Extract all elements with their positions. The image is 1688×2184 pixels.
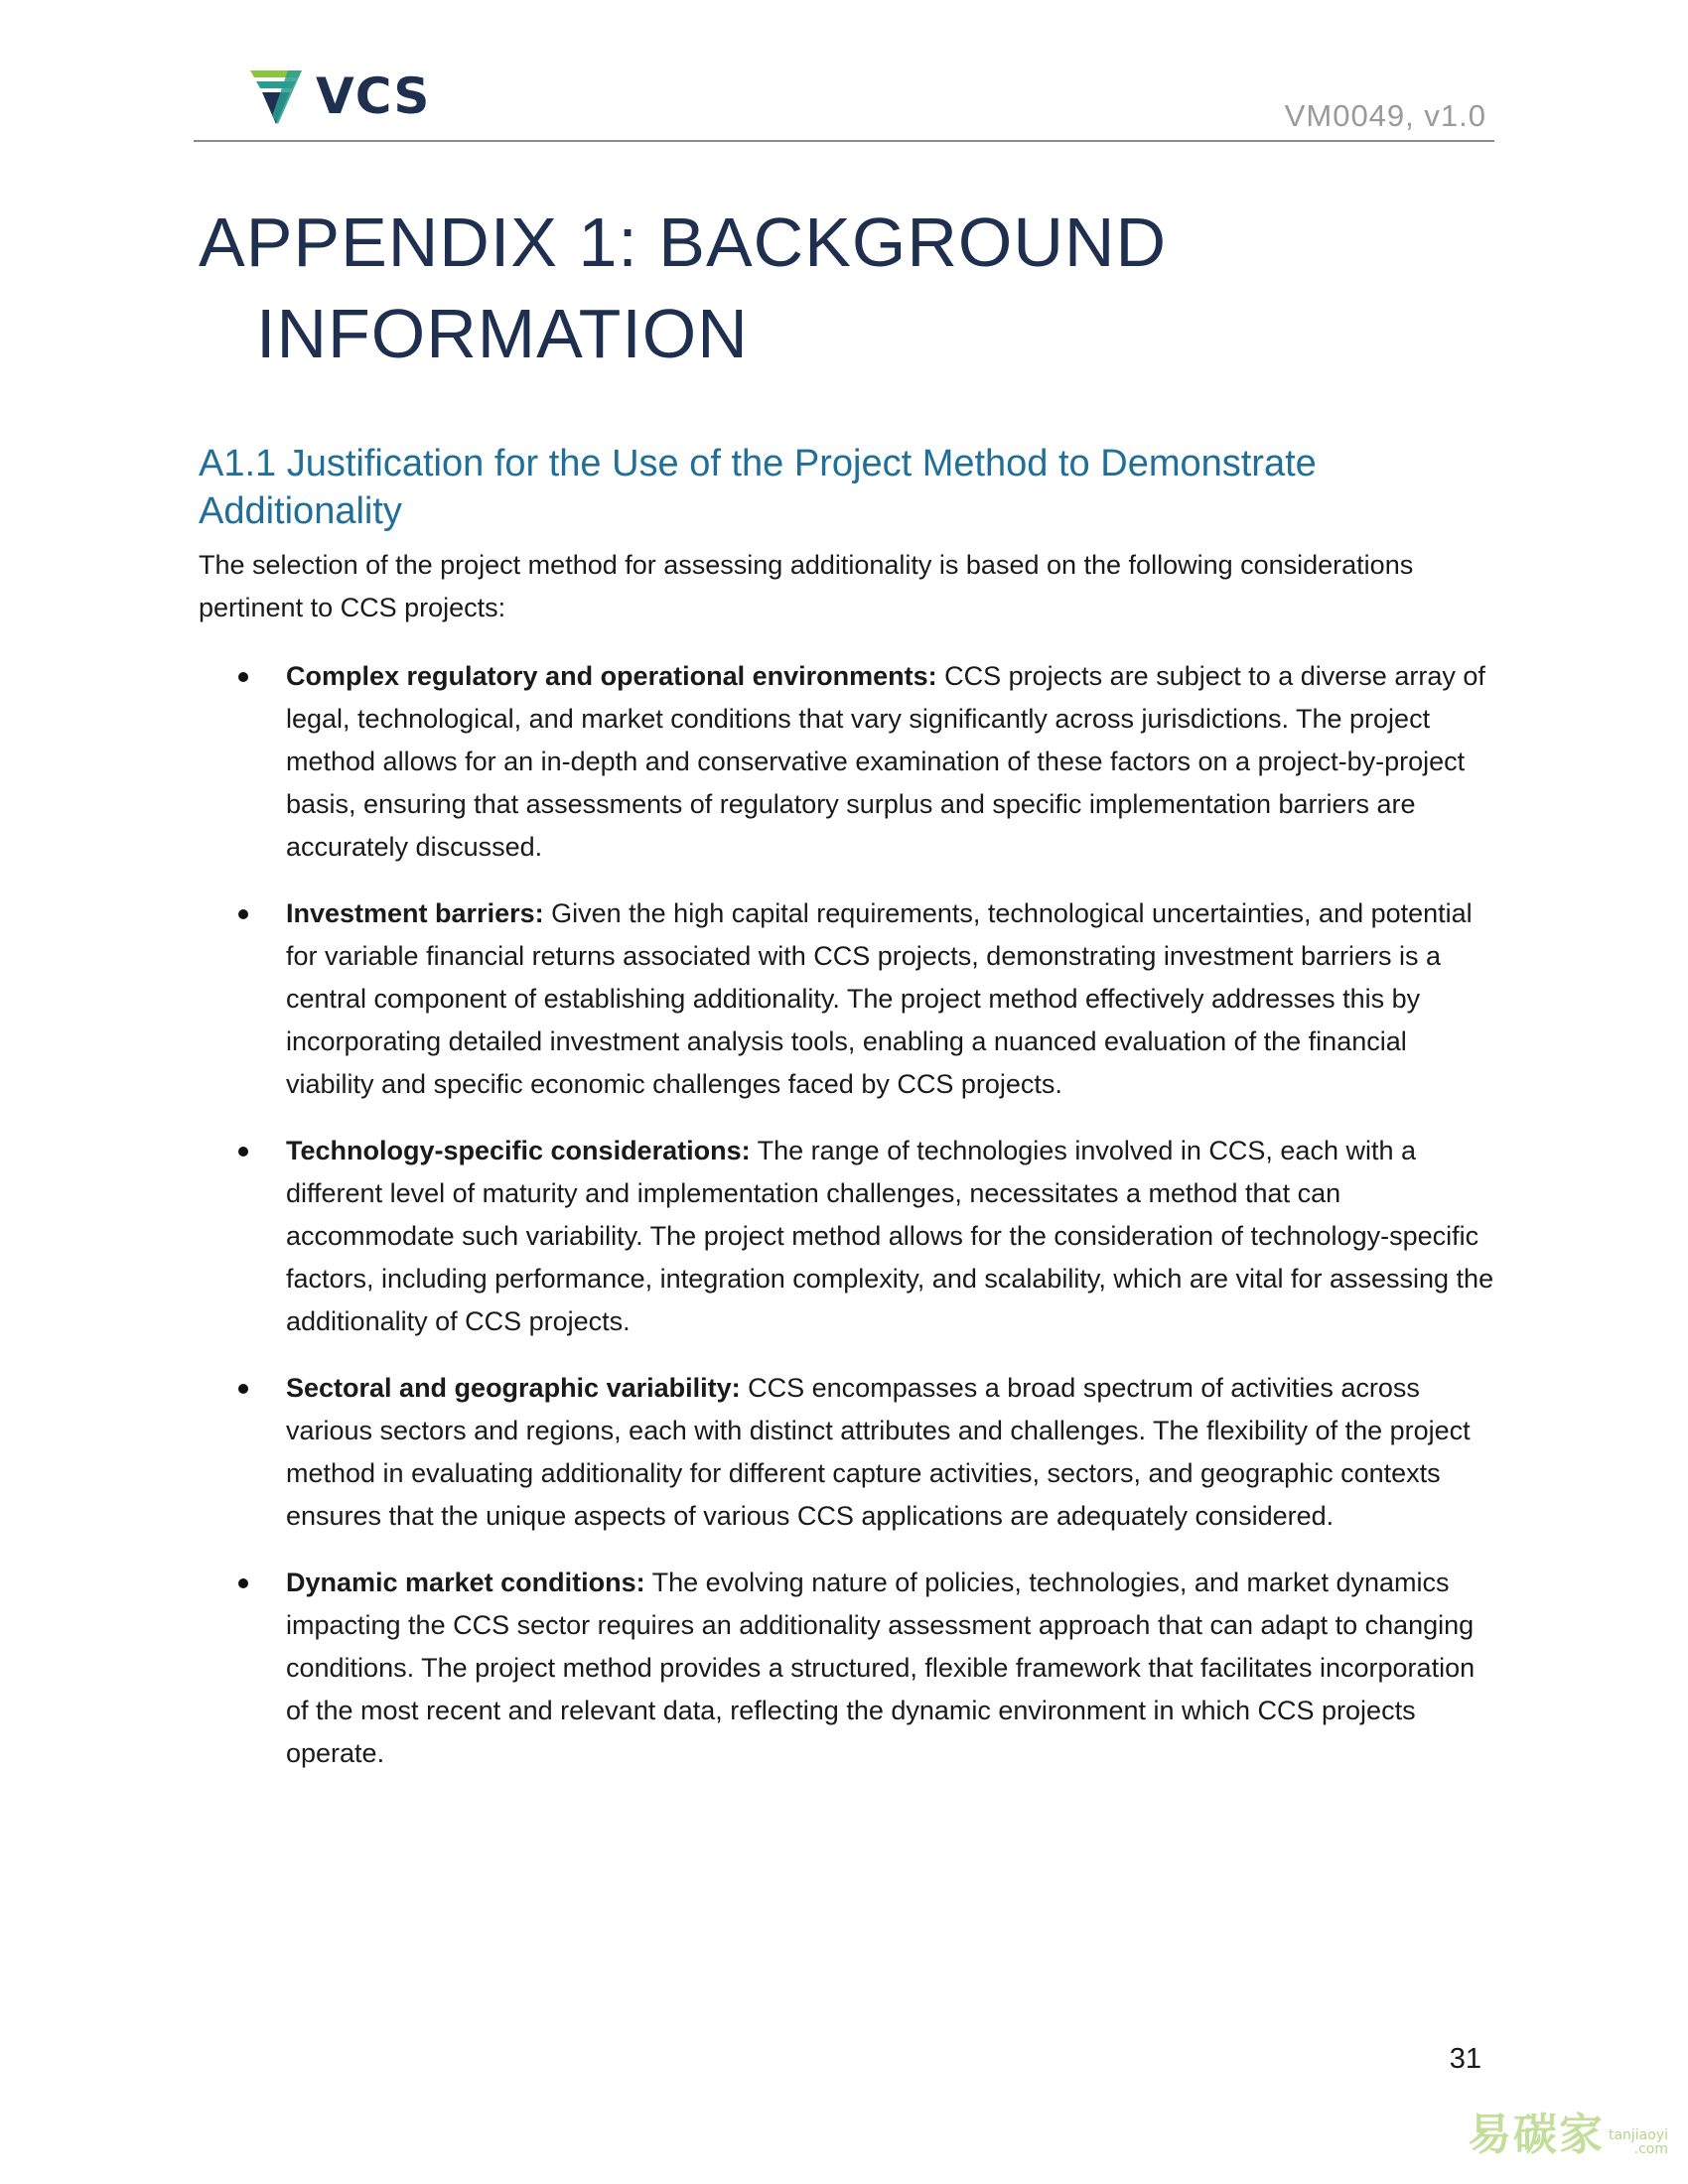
page-title-line-1: APPENDIX 1: BACKGROUND (199, 204, 1167, 281)
vcs-logo (248, 67, 430, 126)
logo-text: VCS (316, 68, 431, 125)
list-item (199, 1562, 1499, 1775)
page-header (194, 55, 1494, 142)
list-item (199, 1130, 1499, 1343)
bullet-icon (238, 1578, 248, 1588)
intro-paragraph: The selection of the project method for assessing additionality is based on the following considerations pertinent to CCS projects: (199, 550, 1414, 622)
document-code: VM0049, v1.0 (1284, 98, 1486, 133)
list-item (199, 892, 1499, 1106)
bullet-text: CCS projects are subject to a diverse array of legal, technological, and market conditions that vary significantly across jurisdictions. The project method allows for an in-depth and conservative examination of these factors on a project-by-project basis, ensuring that assessments of regulatory surplus and specific implementation barriers are accurately discussed. (286, 661, 1485, 862)
page-title-line-2: INFORMATION (256, 295, 749, 372)
watermark-domain (1609, 2128, 1668, 2156)
bullet-term: Complex regulatory and operational environments: (286, 661, 937, 691)
bullet-icon (238, 909, 248, 919)
considerations-list (199, 655, 1499, 1799)
section-heading: A1.1 Justification for the Use of the Project Method to Demonstrate Additionality (199, 443, 1317, 532)
bullet-text: Given the high capital requirements, technological uncertainties, and potential for variable financial returns associated with CCS projects, demonstrating investment barriers is a central component of establishing additionality. The project method effectively addresses this by incorporating detailed investment analysis tools, enabling a nuanced evaluation of the financial viability and specific economic challenges faced by CCS projects. (286, 898, 1473, 1099)
bullet-text: CCS encompasses a broad spectrum of activities across various sectors and regions, each with distinct attributes and challenges. The flexibility of the project method in evaluating additionality for different capture activities, sectors, and geographic contexts ensures that the unique aspects of various CCS applications are adequately considered. (286, 1373, 1471, 1531)
bullet-icon (238, 1384, 248, 1394)
bullet-term: Technology-specific considerations: (286, 1136, 751, 1165)
bullet-text: The evolving nature of policies, technologies, and market dynamics impacting the CCS sector requires an additionality assessment approach that can adapt to changing conditions. The project method provides a structured, flexible framework that facilitates incorporation of the most recent and relevant data, reflecting the dynamic environment in which CCS projects operate. (286, 1568, 1476, 1768)
watermark (1468, 2099, 1668, 2162)
bullet-icon (238, 672, 248, 682)
watermark-domain-line-1: tanjiaoyi (1608, 2127, 1668, 2143)
watermark-domain-line-2: .com (1633, 2141, 1668, 2157)
watermark-text: 易碳家 (1467, 2110, 1605, 2160)
bullet-icon (238, 1147, 248, 1157)
page-title (199, 197, 1489, 379)
list-item (199, 1367, 1499, 1538)
page-number: 31 (1449, 2043, 1481, 2075)
vcs-logo-icon (248, 67, 304, 126)
bullet-term: Sectoral and geographic variability: (286, 1373, 741, 1403)
list-item (199, 655, 1499, 869)
bullet-text: The range of technologies involved in CCS, each with a different level of maturity and implementation challenges, necessitates a method that can accommodate such variability. The project method allows for the consideration of technology-specific factors, including performance, integration complexity, and scalability, which are vital for assessing the additionality of CCS projects. (286, 1136, 1494, 1336)
bullet-term: Dynamic market conditions: (286, 1568, 645, 1597)
bullet-term: Investment barriers: (286, 898, 544, 928)
